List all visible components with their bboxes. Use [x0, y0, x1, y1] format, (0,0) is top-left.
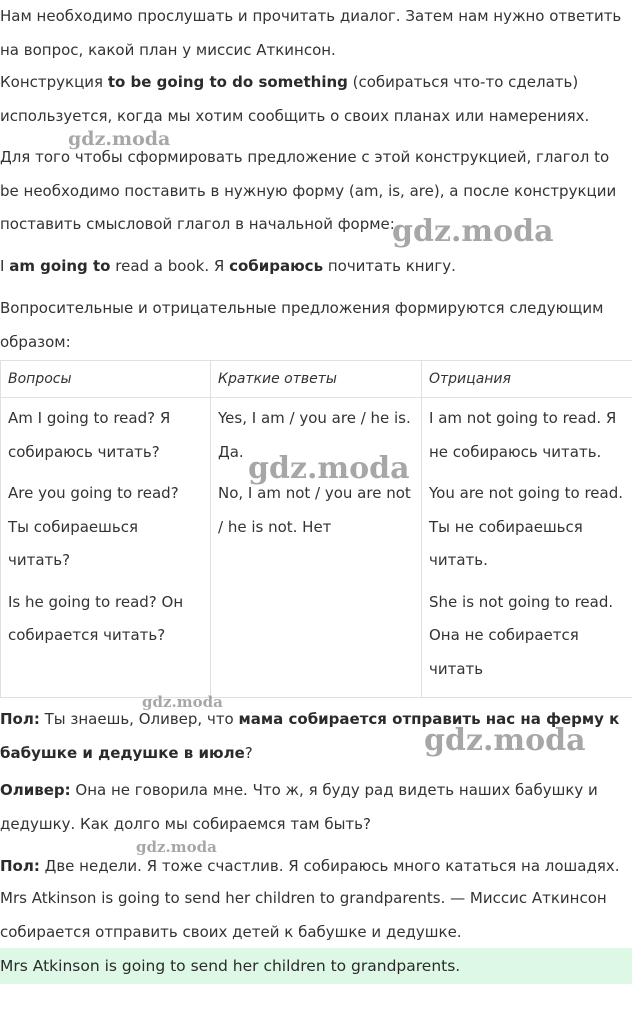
- dialog-text: Две недели. Я тоже счастлив. Я собираюсь много кататься на лошадях.: [39, 857, 620, 875]
- negations-cell: [422, 398, 632, 698]
- negation-item: She is not going to read. Она не собирается читать: [429, 592, 614, 678]
- construction-bold: to be going to do something: [107, 73, 348, 91]
- dialog-text: ?: [244, 743, 253, 762]
- short-answers-cell: [211, 398, 422, 698]
- grammar-table: [0, 360, 632, 698]
- table-header-row: [1, 361, 632, 398]
- short-answer-item: No, I am not / you are not / he is not. Нет: [218, 484, 411, 536]
- question-item: Am I going to read? Я собираюсь читать?: [8, 409, 171, 461]
- questions-intro-paragraph: Вопросительные и отрицательные предложения формируются следующим образом:: [0, 299, 604, 351]
- intro-paragraph: Нам необходимо прослушать и прочитать диалог. Затем нам нужно ответить на вопрос, какой план у миссис Аткинсон.: [0, 7, 622, 59]
- speaker-label: Пол:: [0, 857, 40, 875]
- speaker-label: Оливер:: [0, 781, 71, 799]
- example-bold-1: am going to: [9, 257, 111, 275]
- example-part-1: I: [0, 257, 10, 275]
- construction-prefix: Конструкция: [0, 73, 108, 91]
- speaker-label: Пол:: [0, 710, 40, 728]
- negation-item: You are not going to read. Ты не собираешься читать.: [429, 484, 624, 569]
- answer-explanation: Mrs Atkinson is going to send her children to grandparents. — Миссис Аткинсон собирается отправить своих детей к бабушке и дедушке.: [0, 889, 607, 941]
- example-part-2: read a book. Я: [110, 257, 230, 275]
- dialog-bold: мама собирается отправить нас на ферму к бабушке и дедушке в июле: [0, 710, 620, 762]
- example-part-3: почитать книгу.: [323, 257, 456, 275]
- example-bold-2: собираюсь: [229, 257, 324, 275]
- answer-box: Mrs Atkinson is going to send her children to grandparents.: [0, 948, 632, 984]
- dialog-line-paul-2: [0, 850, 632, 884]
- short-answer-item: Yes, I am / you are / he is. Да.: [218, 409, 411, 461]
- watermark: gdz.moda: [142, 693, 223, 711]
- watermark: gdz.moda: [248, 451, 410, 486]
- formation-paragraph: Для того чтобы сформировать предложение с этой конструкцией, глагол to be необходимо поставить в нужную форму (am, is, are), а после конструкции поставить смысловой глагол в начальной форме:: [0, 148, 617, 233]
- header-negations: Отрицания: [422, 361, 632, 398]
- construction-suffix: (собираться что-то сделать) используется, когда мы хотим сообщить о своих планах или намерениях.: [0, 73, 590, 125]
- question-item: Are you going to read? Ты собираешься читать?: [8, 484, 179, 569]
- watermark: gdz.moda: [136, 838, 217, 856]
- dialog-line-oliver: [0, 774, 632, 841]
- watermark: gdz.moda: [68, 128, 171, 150]
- watermark: gdz.moda: [392, 214, 554, 249]
- header-questions: Вопросы: [1, 361, 211, 398]
- watermark: gdz.moda: [424, 723, 586, 758]
- dialog-text: Ты знаешь, Оливер, что: [39, 710, 239, 728]
- question-item: Is he going to read? Он собирается читать?: [8, 592, 184, 644]
- negation-item: I am not going to read. Я не собираюсь читать.: [429, 409, 617, 461]
- header-short-answers: Краткие ответы: [211, 361, 422, 398]
- dialog-text: Она не говорила мне. Что ж, я буду рад видеть наших бабушку и дедушку. Как долго мы собираемся там быть?: [0, 781, 598, 833]
- table-row: [1, 398, 632, 698]
- questions-cell: [1, 398, 211, 698]
- example-sentence: [0, 250, 632, 284]
